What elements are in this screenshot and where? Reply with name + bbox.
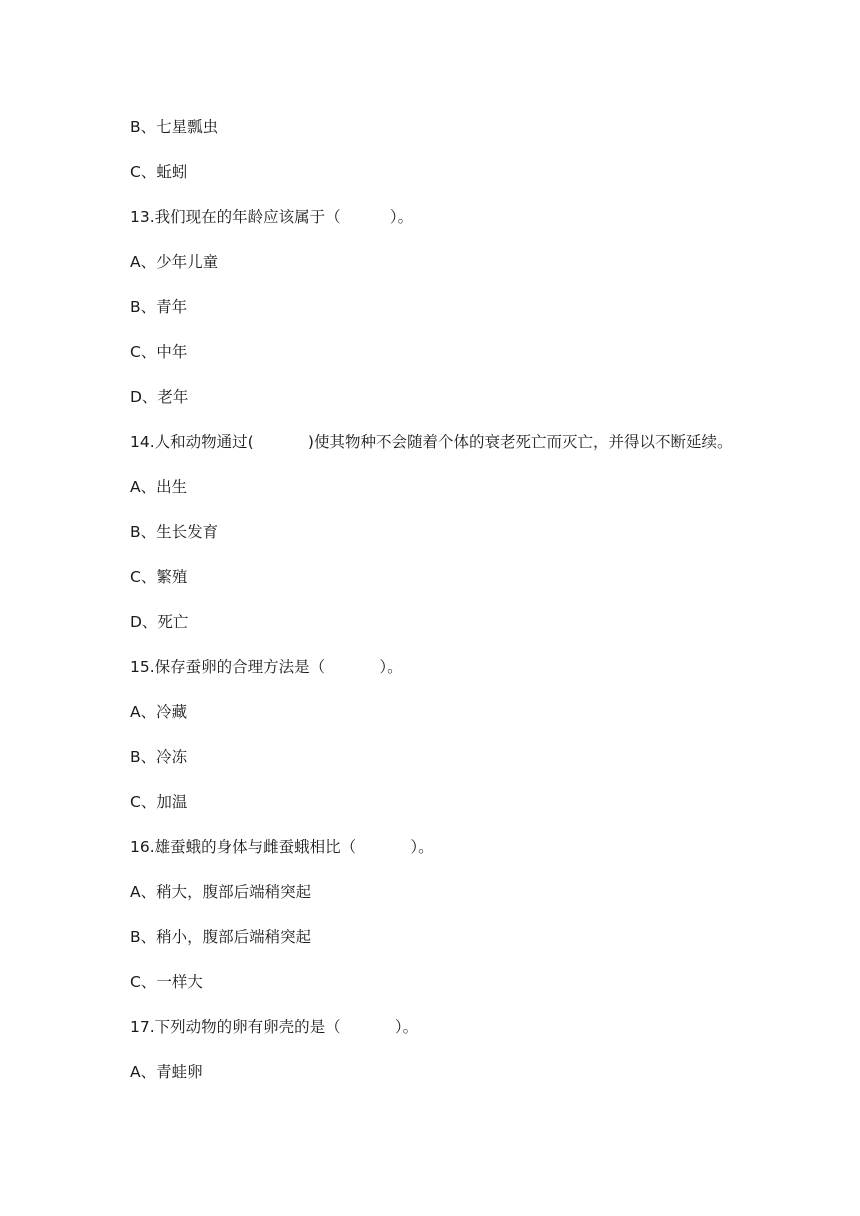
q16-option-a: A、稍大，腹部后端稍突起: [130, 883, 312, 901]
q15-option-c: C、加温: [130, 793, 188, 811]
q14-option-b: B、生长发育: [130, 523, 219, 541]
question-15: 15.保存蚕卵的合理方法是（ ）。: [130, 658, 403, 676]
q13-option-b: B、青年: [130, 298, 188, 316]
question-16: 16.雄蚕蛾的身体与雌蚕蛾相比（ ）。: [130, 838, 434, 856]
question-list: [130, 114, 750, 1104]
q16-option-b: B、稍小，腹部后端稍突起: [130, 928, 312, 946]
q14-option-a: A、出生: [130, 478, 188, 496]
q17-option-a: A、青蛙卵: [130, 1063, 203, 1081]
q13-option-d: D、老年: [130, 388, 189, 406]
q15-option-b: B、冷冻: [130, 748, 188, 766]
q14-option-c: C、繁殖: [130, 568, 188, 586]
option-b-ladybug: B、七星瓢虫: [130, 118, 219, 136]
q16-option-c: C、一样大: [130, 973, 203, 991]
q15-option-a: A、冷藏: [130, 703, 188, 721]
option-c-earthworm: C、蚯蚓: [130, 163, 188, 181]
question-14: 14.人和动物通过( )使其物种不会随着个体的衰老死亡而灭亡，并得以不断延续。: [130, 433, 733, 451]
q14-option-d: D、死亡: [130, 613, 189, 631]
question-13: 13.我们现在的年龄应该属于（ ）。: [130, 208, 414, 226]
q13-option-a: A、少年儿童: [130, 253, 219, 271]
q13-option-c: C、中年: [130, 343, 188, 361]
question-17: 17.下列动物的卵有卵壳的是（ ）。: [130, 1018, 419, 1036]
